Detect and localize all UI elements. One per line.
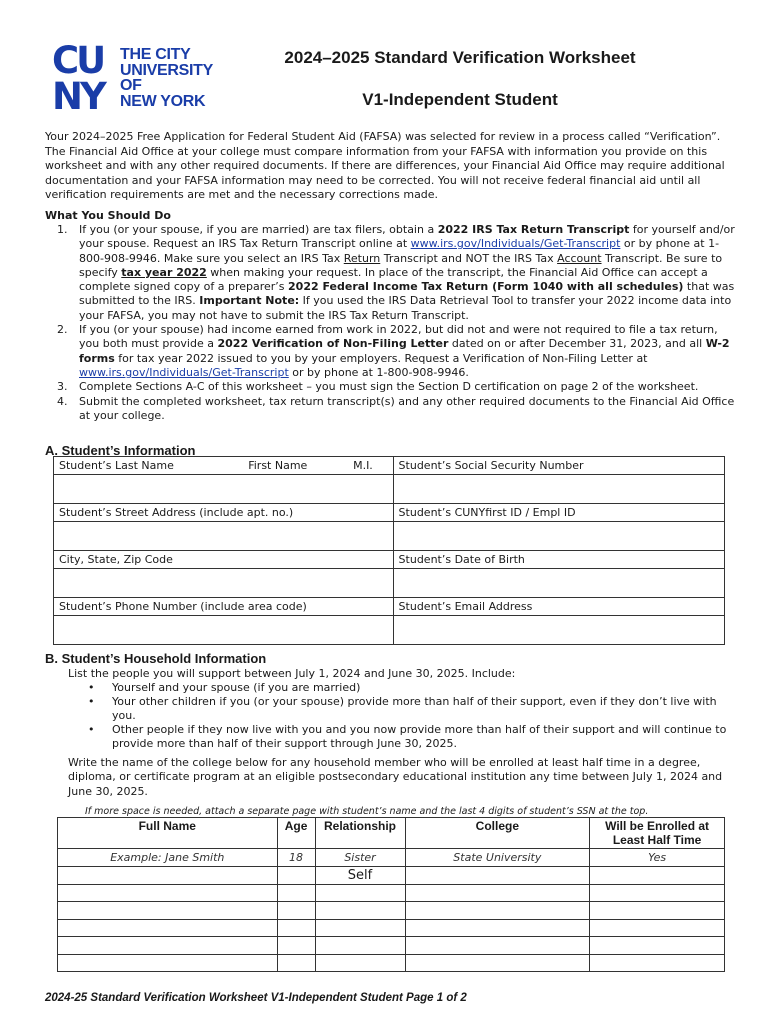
step-1: 1. If you (or your spouse, if you are married) are tax filers, obtain a 2022 IRS Tax Return Transcript for yourself and/or your spouse. Request an IRS Tax Return Transcript online at www.irs.gov/Individuals/Get-Transcript or by phone at 1-800-908-9946. Make sure you select an IRS Tax Return Transcript and NOT the IRS Tax Account Transcript. Be sure to specify tax year 2022 when making your request. In place of the transcript, the Financial Aid Office can accept a complete signed copy of a preparer’s 2022 Federal Income Tax Return (Form 1040 with all schedules) that was submitted to the IRS. Important Note: If you used the IRS Data Retrieval Tool to transfer your 2022 income data into your FAFSA, you may not have to submit the IRS Tax Return Transcript. (57, 223, 735, 322)
name-cell[interactable] (58, 866, 278, 884)
email-label: Student’s Email Address (393, 598, 724, 616)
logo-line-2: UNIVERSITY (120, 61, 214, 79)
logo-line-4: NEW YORK (120, 92, 206, 110)
household-header-row (58, 818, 725, 849)
ssn-label: Student’s Social Security Number (393, 457, 724, 475)
col-full-name: Full Name (58, 818, 278, 849)
irs-non-filing-link[interactable]: www.irs.gov/Individuals/Get-Transcript (79, 365, 289, 379)
date-of-birth-field[interactable] (393, 569, 724, 598)
what-you-should-do-heading: What You Should Do (45, 209, 171, 222)
more-space-note: If more space is needed, attach a separate page with student’s name and the last 4 digits of student’s SSN at the top. (85, 806, 649, 817)
irs-transcript-link[interactable]: www.irs.gov/Individuals/Get-Transcript (410, 237, 621, 251)
cuny-logo (52, 39, 214, 118)
table-row (58, 902, 725, 920)
date-of-birth-label: Student’s Date of Birth (393, 551, 724, 569)
ssn-field[interactable] (393, 475, 724, 504)
table-row (58, 954, 725, 972)
col-age: Age (277, 818, 315, 849)
city-state-zip-field[interactable] (54, 569, 394, 598)
page-subtitle: V1-Independent Student (362, 90, 558, 109)
mi-label: M.I. (348, 457, 393, 475)
step-4: 4. Submit the completed worksheet, tax return transcript(s) and any other required documents to the Financial Aid Office at your college. (57, 394, 735, 422)
logo-wordmark (120, 47, 213, 109)
table-row (58, 919, 725, 937)
age-cell[interactable] (277, 866, 315, 884)
table-row (58, 937, 725, 955)
phone-label: Student’s Phone Number (include area code) (54, 598, 394, 616)
last-name-label: Student’s Last Name (54, 457, 244, 475)
bullet-item: • Other people if they now live with you and you now provide more than half of their support and will continue to provide more than half of their support through June 30, 2025. (88, 723, 727, 750)
col-college: College (405, 818, 590, 849)
step-3: 3. Complete Sections A-C of this worksheet – you must sign the Section D certification on page 2 of the worksheet. (57, 380, 699, 394)
email-field[interactable] (393, 616, 724, 645)
section-b-heading: B. Student’s Household Information (45, 651, 267, 666)
page-footer: 2024-25 Standard Verification Worksheet V1-Independent Student Page 1 of 2 (45, 992, 467, 1004)
college-instructions: Write the name of the college below for any household member who will be enrolled at least half time in a degree, diploma, or certificate program at an eligible postsecondary educational institution any time between July 1, 2024 and June 30, 2025. (68, 756, 723, 798)
first-name-label: First Name (243, 457, 348, 475)
example-row: Example: Jane Smith 18 Sister State University Yes (58, 849, 725, 867)
table-row (58, 884, 725, 902)
col-relationship: Relationship (315, 818, 405, 849)
college-cell[interactable] (405, 866, 590, 884)
name-field[interactable] (54, 475, 394, 504)
cunyfirst-id-label: Student’s CUNYfirst ID / Empl ID (393, 504, 724, 522)
enrolled-cell[interactable] (590, 866, 725, 884)
col-enrolled: Will be Enrolled at Least Half Time (590, 818, 725, 849)
cuny-monogram (52, 39, 116, 118)
table-row (58, 866, 725, 884)
intro-paragraph: Your 2024–2025 Free Application for Federal Student Aid (FAFSA) was selected for review in a process called “Verification”. The Financial Aid Office at your college must compare information from your FAFSA with information you provide on this worksheet and with any other required documents. If there are differences, your Financial Aid Office may require additional documentation and your FAFSA information may need to be corrected. You will not receive federal financial aid until all verification requirements are met and the necessary corrections made. (45, 130, 725, 201)
phone-field[interactable] (54, 616, 394, 645)
section-a-heading: A. Student’s Information (45, 443, 196, 458)
bullet-item: • Yourself and your spouse (if you are married) (88, 681, 361, 694)
section-b-intro: List the people you will support between July 1, 2024 and June 30, 2025. Include: (68, 667, 516, 680)
city-state-zip-label: City, State, Zip Code (54, 551, 394, 569)
steps-list (45, 223, 735, 423)
page-title: 2024–2025 Standard Verification Worksheet (284, 48, 636, 67)
monogram-top: CU (52, 39, 104, 82)
logo-line-1: THE CITY (120, 46, 191, 63)
household-table (57, 817, 725, 972)
student-information-table (53, 456, 725, 645)
bullet-item: • Your other children if you (or your spouse) provide more than half of their support, even if they don’t live with you. (88, 695, 717, 722)
household-bullets (88, 681, 728, 751)
logo-line-3: OF (120, 77, 142, 94)
street-address-label: Student’s Street Address (include apt. no.) (54, 504, 394, 522)
street-address-field[interactable] (54, 522, 394, 551)
step-2: 2. If you (or your spouse) had income earned from work in 2022, but did not and were not required to file a tax return, you both must provide a 2022 Verification of Non-Filing Letter dated on or after December 31, 2023, and all W-2 forms for tax year 2022 issued to you by your employers. Request a Verification of Non-Filing Letter at www.irs.gov/Individuals/Get-Transcript or by phone at 1-800-908-9946. (57, 323, 730, 379)
cunyfirst-id-field[interactable] (393, 522, 724, 551)
monogram-bottom: NY (52, 75, 104, 118)
relationship-cell[interactable]: Self (315, 866, 405, 884)
